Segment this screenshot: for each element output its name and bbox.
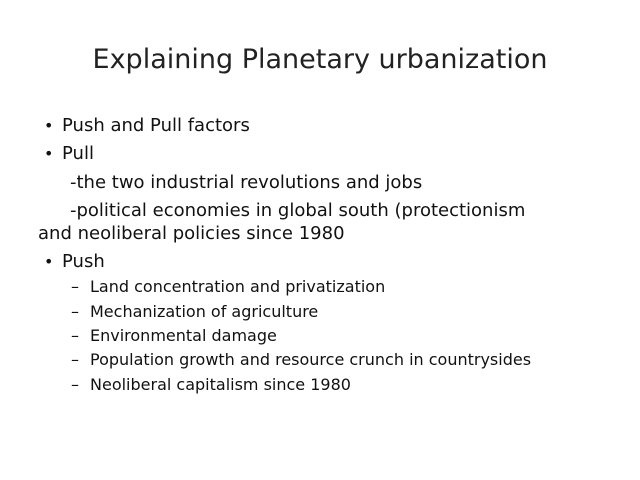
bullet-icon: • xyxy=(44,144,54,163)
dash-icon: – xyxy=(71,277,79,296)
pull-subline: -the two industrial revolutions and jobs xyxy=(70,172,423,193)
push-subitem: Mechanization of agriculture xyxy=(90,302,319,321)
push-subitem: Population growth and resource crunch in countrysides xyxy=(90,350,532,369)
push-subitem: Environmental damage xyxy=(90,326,277,345)
push-subitem: Land concentration and privatization xyxy=(90,277,386,296)
dash-icon: – xyxy=(71,302,79,321)
pull-subline: -political economies in global south (protectionism xyxy=(70,200,526,221)
dash-icon: – xyxy=(71,375,79,394)
dash-icon: – xyxy=(71,326,79,345)
dash-icon: – xyxy=(71,350,79,369)
bullet-pull: Pull xyxy=(62,143,94,164)
bullet-push-and-pull: Push and Pull factors xyxy=(62,115,250,136)
slide-title: Explaining Planetary urbanization xyxy=(92,44,548,75)
bullet-icon: • xyxy=(44,116,54,135)
bullet-push: Push xyxy=(62,251,105,272)
push-subitem: Neoliberal capitalism since 1980 xyxy=(90,375,351,394)
pull-subline: and neoliberal policies since 1980 xyxy=(38,223,345,244)
bullet-icon: • xyxy=(44,252,54,271)
